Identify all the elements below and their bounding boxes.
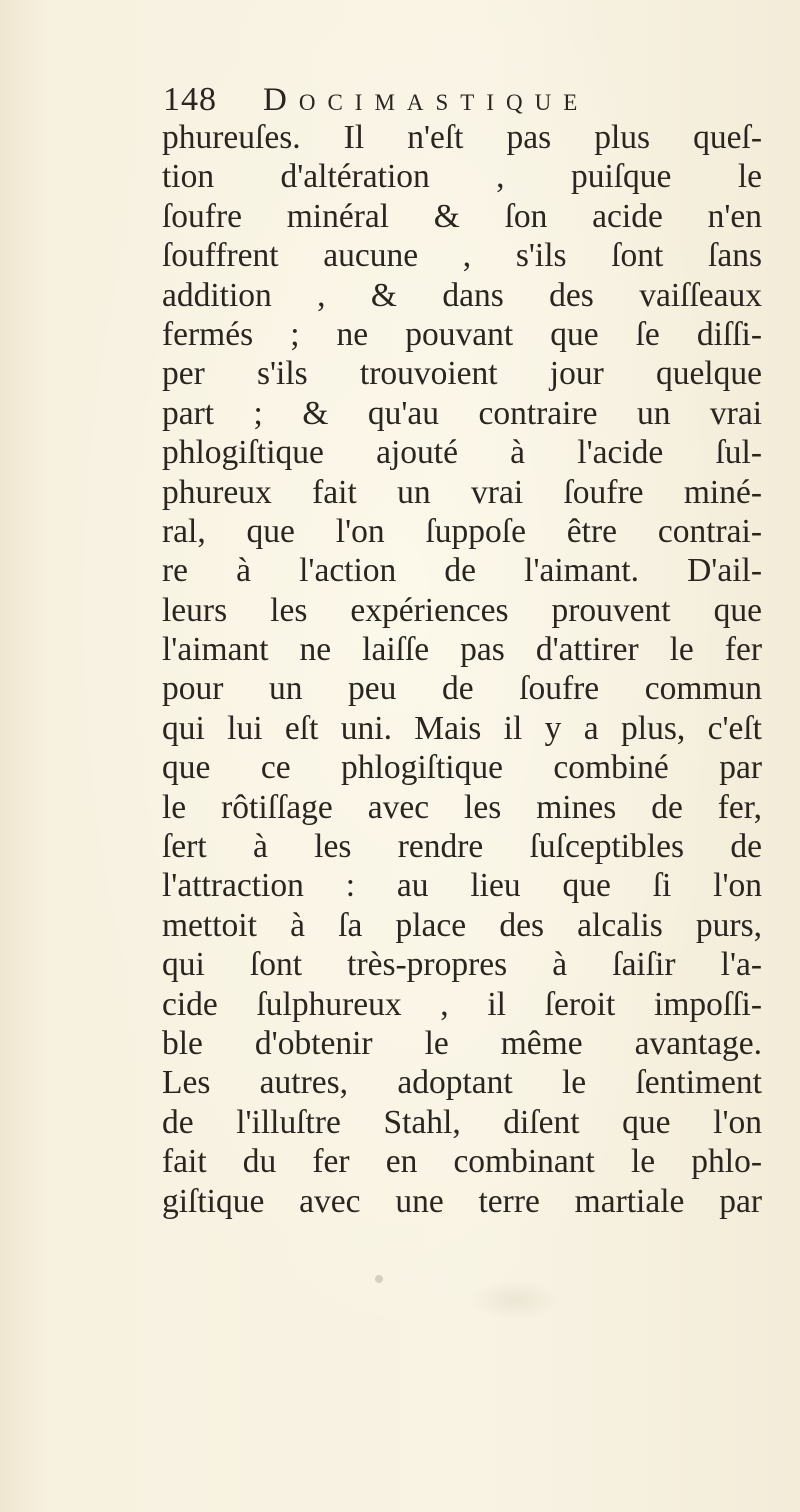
text-line: qui lui eſt uni. Mais il y a plus, c'eſt (162, 709, 762, 747)
text-line: le rôtiſſage avec les mines de fer, (162, 788, 762, 826)
text-line: ſoufre minéral & ſon acide n'en (162, 197, 762, 235)
text-line: re à l'action de l'aimant. D'ail- (162, 552, 762, 590)
running-title: Docimastique (263, 81, 590, 118)
ink-bleed-through (470, 1280, 560, 1320)
text-line: de l'illuſtre Stahl, diſent que l'on (162, 1103, 762, 1141)
text-line: tion d'altération , puiſque le (162, 158, 762, 196)
text-line: l'aimant ne laiſſe pas d'attirer le fer (162, 631, 762, 669)
text-line: addition , & dans des vaiſſeaux (162, 276, 762, 314)
text-line: l'attraction : au lieu que ſi l'on (162, 867, 762, 905)
text-line: ral, que l'on ſuppoſe être contrai- (162, 512, 762, 550)
text-line: giſtique avec une terre martiale par (162, 1182, 762, 1220)
text-line: phureux fait un vrai ſoufre miné- (162, 473, 762, 511)
text-line: mettoit à ſa place des alcalis purs, (162, 906, 762, 944)
text-line: part ; & qu'au contraire un vrai (162, 394, 762, 432)
paper-speck (375, 1275, 383, 1283)
page-number: 148 (163, 81, 217, 118)
text-line: ſouffrent aucune , s'ils ſont ſans (162, 237, 762, 275)
text-line: pour un peu de ſoufre commun (162, 670, 762, 708)
text-line: leurs les expériences prouvent que (162, 591, 762, 629)
body-text (162, 118, 762, 1221)
text-line: per s'ils trouvoient jour quelque (162, 355, 762, 393)
text-line: phlogiſtique ajouté à l'acide ſul- (162, 434, 762, 472)
text-line: ble d'obtenir le même avantage. (162, 1024, 762, 1062)
text-line: fermés ; ne pouvant que ſe diſſi- (162, 315, 762, 353)
text-line: cide ſulphureux , il ſeroit impoſſi- (162, 985, 762, 1023)
text-line: qui ſont très-propres à ſaiſir l'a- (162, 946, 762, 984)
text-line: ſert à les rendre ſuſceptibles de (162, 828, 762, 866)
text-line: phureuſes. Il n'eſt pas plus queſ- (162, 119, 762, 156)
text-line: que ce phlogiſtique combiné par (162, 749, 762, 787)
text-line: fait du fer en combinant le phlo- (162, 1143, 762, 1181)
text-line: Les autres, adoptant le ſentiment (162, 1064, 762, 1102)
